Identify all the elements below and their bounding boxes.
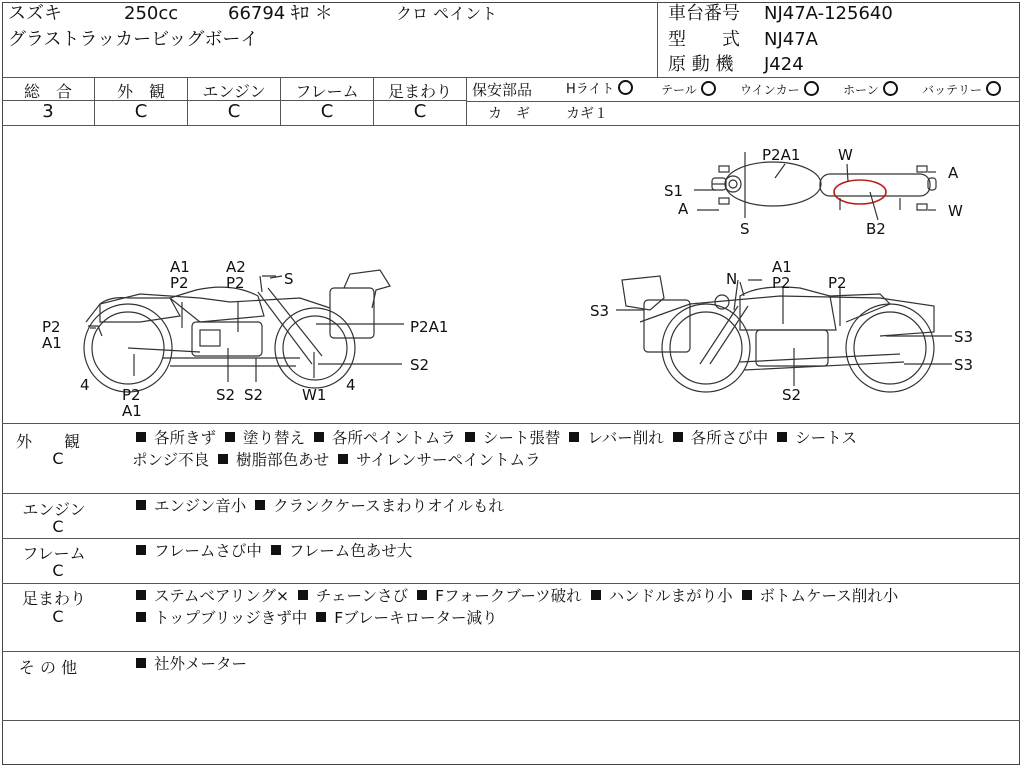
item-text: シート張替: [482, 429, 561, 447]
item-text: フレームさび中: [154, 542, 262, 560]
bullet-square-icon: [417, 590, 427, 600]
safety-label: 保安部品: [472, 81, 533, 99]
item-text: 社外メーター: [154, 655, 248, 673]
diagram-label: W: [838, 146, 853, 164]
diagram-label: A1: [170, 258, 190, 276]
grade-overall-value: 3: [42, 101, 54, 122]
safety-item-name: ウインカー: [740, 83, 800, 97]
diagram-rule: [2, 423, 1020, 424]
safety-item-name: Hライト: [566, 82, 615, 97]
diagram-label: S3: [954, 328, 974, 346]
safety-item-winker: [740, 80, 819, 100]
section-exterior-title: 外 観: [15, 432, 80, 451]
grade-suspension-value: C: [413, 101, 427, 122]
grade-suspension-label: 足まわり: [387, 82, 452, 101]
damage-diagram: [0, 126, 1024, 424]
grade-overall-label: 総 合: [23, 82, 72, 101]
bullet-square-icon: [136, 590, 146, 600]
diagram-label: A1: [772, 258, 792, 276]
item-text: ボトムケース削れ小: [759, 587, 899, 605]
section-frame-grade: C: [52, 561, 64, 580]
maker: スズキ: [8, 3, 62, 24]
diagram-label: P2A1: [762, 146, 801, 164]
bullet-square-icon: [271, 545, 281, 555]
bike-top-view: [712, 152, 936, 218]
section-suspension-items: [132, 585, 898, 629]
bullet-square-icon: [777, 432, 787, 442]
diagram-label: 4: [346, 376, 356, 394]
safety-item-name: バッテリー: [922, 83, 983, 97]
model-name: グラストラッカービッグボーイ: [8, 29, 259, 50]
section-rule: [2, 583, 1020, 584]
section-rule: [2, 651, 1020, 652]
section-frame-title: フレーム: [22, 544, 86, 563]
leader-line: [775, 164, 785, 178]
bullet-square-icon: [591, 590, 601, 600]
diagram-label: A2: [226, 258, 246, 276]
item-text: トップブリッジきず中: [154, 609, 308, 627]
section-other-items: [132, 653, 247, 675]
diagram-label: P2: [122, 386, 141, 404]
item-text: ハンドルまがり小: [608, 587, 733, 605]
bullet-square-icon: [136, 658, 146, 668]
item-line: [132, 495, 504, 517]
item-line: [132, 585, 898, 607]
ok-circle-icon: [883, 81, 898, 96]
diagram-label: W1: [302, 386, 327, 404]
safety-item-tail: [661, 80, 716, 100]
diagram-label: B2: [866, 220, 886, 238]
item-text: ステムベアリング×: [154, 587, 289, 605]
item-text: クランクケースまわりオイルもれ: [273, 497, 504, 515]
item-text: 各所ペイントムラ: [331, 429, 456, 447]
engine-value: J424: [764, 54, 804, 75]
grid-line: [466, 101, 1020, 102]
bullet-square-icon: [225, 432, 235, 442]
bullet-square-icon: [255, 500, 265, 510]
bullet-square-icon: [338, 454, 348, 464]
ok-circle-icon: [618, 80, 633, 95]
displacement: 250cc: [124, 3, 179, 24]
item-text: Fフォークブーツ破れ: [435, 587, 582, 605]
bike-right-view: [622, 276, 934, 392]
section-rule: [2, 538, 1020, 539]
diagram-label: P2: [226, 274, 245, 292]
safety-item-battery: [922, 80, 1001, 100]
item-line: [132, 653, 247, 675]
section-exterior-items: [132, 427, 857, 471]
item-text: レバー削れ: [587, 429, 664, 447]
item-text: 樹脂部色あせ: [236, 451, 330, 469]
section-rule: [2, 493, 1020, 494]
section-rule: [2, 720, 1020, 721]
bullet-square-icon: [465, 432, 475, 442]
engine-label: 原 動 機: [668, 54, 734, 75]
header-divider: [657, 2, 658, 77]
section-engine-grade: C: [52, 517, 64, 536]
item-text: ポンジ不良: [132, 451, 210, 469]
item-text: シートス: [795, 429, 857, 447]
diagram-label: S: [740, 220, 750, 238]
diagram-label: A1: [42, 334, 62, 352]
color: クロ ペイント: [396, 4, 498, 23]
bullet-square-icon: [136, 432, 146, 442]
bullet-square-icon: [298, 590, 308, 600]
diagram-label: W: [948, 202, 963, 220]
section-frame-items: [132, 540, 412, 562]
bullet-square-icon: [673, 432, 683, 442]
diagram-label: S3: [954, 356, 974, 374]
item-text: フレーム色あせ大: [288, 542, 413, 560]
item-line: [132, 607, 898, 629]
type-label: 型 式: [668, 29, 740, 50]
diagram-label: P2: [42, 318, 61, 336]
safety-item-headlight: [566, 80, 633, 100]
diagram-label: P2A1: [410, 318, 449, 336]
bullet-square-icon: [314, 432, 324, 442]
section-other-title: そ の 他: [18, 658, 78, 677]
diagram-label: P2: [828, 274, 847, 292]
diagram-label: S2: [410, 356, 430, 374]
header-rule: [2, 77, 1020, 78]
section-exterior-grade: C: [52, 449, 64, 468]
diagram-label: S1: [664, 182, 684, 200]
item-line: [132, 427, 857, 449]
ok-circle-icon: [986, 81, 1001, 96]
ok-circle-icon: [701, 81, 716, 96]
diagram-label: A1: [122, 402, 142, 420]
item-line: [132, 449, 857, 471]
section-suspension-grade: C: [52, 607, 64, 626]
mileage: 66794 ｷﾛ ＊: [228, 3, 333, 24]
grade-exterior-label: 外 観: [116, 82, 165, 101]
bullet-square-icon: [742, 590, 752, 600]
diagram-label: P2: [170, 274, 189, 292]
diagram-label: S2: [782, 386, 802, 404]
section-suspension-title: 足まわり: [21, 589, 86, 608]
safety-item-name: ホーン: [843, 83, 879, 97]
chassis-label: 車台番号: [668, 3, 740, 24]
bullet-square-icon: [136, 612, 146, 622]
item-line: [132, 540, 412, 562]
section-engine-title: エンジン: [22, 500, 86, 519]
item-text: エンジン音小: [154, 497, 247, 515]
item-text: サイレンサーペイントムラ: [356, 451, 541, 469]
bullet-square-icon: [316, 612, 326, 622]
diagram-label: A: [948, 164, 959, 182]
diagram-label: P2: [772, 274, 791, 292]
key-label: カ ギ: [488, 106, 530, 122]
ok-circle-icon: [804, 81, 819, 96]
grade-engine-value: C: [227, 101, 241, 122]
diagram-label: A: [678, 200, 689, 218]
diagram-label: S2: [216, 386, 236, 404]
grade-exterior-value: C: [134, 101, 148, 122]
diagram-label: S3: [590, 302, 610, 320]
item-text: 塗り替え: [242, 429, 305, 447]
section-engine-items: [132, 495, 504, 517]
type-value: NJ47A: [764, 29, 818, 50]
bullet-square-icon: [136, 500, 146, 510]
item-text: 各所きず: [154, 429, 217, 447]
bullet-square-icon: [569, 432, 579, 442]
diagram-label: S: [284, 270, 294, 288]
diagram-label: N: [726, 270, 738, 288]
bullet-square-icon: [136, 545, 146, 555]
grade-frame-value: C: [320, 101, 334, 122]
diagram-label: S2: [244, 386, 264, 404]
safety-item-name: テール: [661, 83, 697, 97]
key-value: カギ１: [566, 106, 608, 122]
grade-engine-label: エンジン: [202, 82, 266, 101]
item-text: Fブレーキローター減り: [334, 609, 498, 627]
item-text: チェーンさび: [315, 587, 409, 605]
bullet-square-icon: [218, 454, 228, 464]
chassis-number: NJ47A-125640: [764, 3, 893, 24]
item-text: 各所さび中: [690, 429, 769, 447]
diagram-label: 4: [80, 376, 90, 394]
grade-frame-label: フレーム: [295, 82, 359, 101]
safety-item-horn: [843, 80, 898, 100]
